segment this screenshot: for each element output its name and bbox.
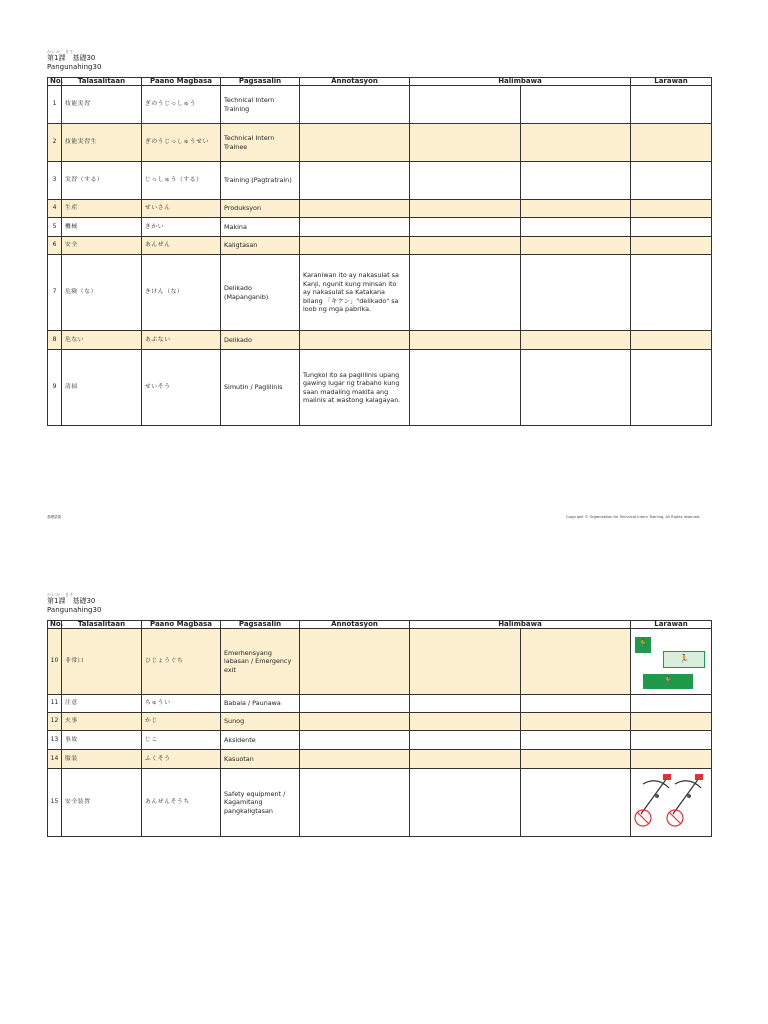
- row-image: [631, 713, 712, 731]
- vocab-table-2: [47, 620, 712, 837]
- row-image: [631, 331, 712, 350]
- row-word: 安全: [62, 237, 142, 255]
- page-2: [47, 592, 711, 837]
- row-example-a: [410, 162, 521, 200]
- row-translation: Safety equipment / Kagamitang pangkaligtasan: [221, 769, 300, 837]
- row-image: [631, 695, 712, 713]
- footer-copyright: Copyright © Organization for Technical Intern Training, All Rights reserved.: [566, 515, 701, 519]
- row-word: 技能実習: [62, 86, 142, 124]
- row-reading: ひじょうぐち: [142, 629, 221, 695]
- table-row: [48, 255, 712, 331]
- row-translation: Kaligtasan: [221, 237, 300, 255]
- col-header-no: No.: [48, 78, 62, 86]
- row-example-b: [521, 237, 631, 255]
- row-image: [631, 218, 712, 237]
- row-translation: Technical Intern Trainee: [221, 124, 300, 162]
- row-word: 事故: [62, 731, 142, 750]
- row-number: 9: [48, 350, 62, 426]
- row-reading: あぶない: [142, 331, 221, 350]
- row-number: 4: [48, 200, 62, 218]
- col-header-reading: Paano Magbasa: [142, 621, 221, 629]
- row-example-b: [521, 695, 631, 713]
- row-translation: Produksyon: [221, 200, 300, 218]
- col-header-image: Larawan: [631, 78, 712, 86]
- row-image: [631, 124, 712, 162]
- table-row: [48, 713, 712, 731]
- row-image: [631, 200, 712, 218]
- ruby-line: かいか きそ: [47, 592, 74, 597]
- col-header-reading: Paano Magbasa: [142, 78, 221, 86]
- row-annotation: [300, 237, 410, 255]
- row-word: 危険（な）: [62, 255, 142, 331]
- row-example-b: [521, 162, 631, 200]
- table-row: [48, 218, 712, 237]
- row-example-b: [521, 713, 631, 731]
- row-number: 5: [48, 218, 62, 237]
- ruby-line: かいか きそ: [47, 49, 74, 54]
- row-example-a: [410, 695, 521, 713]
- row-image: [631, 162, 712, 200]
- row-example-a: [410, 331, 521, 350]
- col-header-example: Halimbawa: [410, 78, 631, 86]
- row-number: 3: [48, 162, 62, 200]
- table-row: [48, 200, 712, 218]
- col-header-no: No.: [48, 621, 62, 629]
- row-number: 11: [48, 695, 62, 713]
- exit-sign-icon: 🏃: [635, 637, 651, 653]
- row-annotation: [300, 162, 410, 200]
- row-example-a: [410, 218, 521, 237]
- row-word: 清掃: [62, 350, 142, 426]
- row-number: 7: [48, 255, 62, 331]
- row-image: [631, 86, 712, 124]
- row-annotation: Karaniwan ito ay nakasulat sa Kanji, ngunit kung minsan ito ay nakasulat sa Katakana bilang 「キケン」"delikado" sa loob ng mga pabrika.: [300, 255, 410, 331]
- row-word: 服装: [62, 750, 142, 769]
- row-word: 火事: [62, 713, 142, 731]
- row-example-a: [410, 731, 521, 750]
- col-header-annotation: Annotasyon: [300, 78, 410, 86]
- row-word: 技能実習生: [62, 124, 142, 162]
- row-example-a: [410, 255, 521, 331]
- table-row: [48, 86, 712, 124]
- row-word: 生産: [62, 200, 142, 218]
- row-example-a: [410, 713, 521, 731]
- row-number: 15: [48, 769, 62, 837]
- row-word: 機械: [62, 218, 142, 237]
- row-reading: ちゅうい: [142, 695, 221, 713]
- row-translation: Technical Intern Training: [221, 86, 300, 124]
- col-header-example: Halimbawa: [410, 621, 631, 629]
- row-example-a: [410, 200, 521, 218]
- row-word: 安全装置: [62, 769, 142, 837]
- lesson-subtitle: Pangunahing30: [47, 606, 102, 614]
- row-reading: かじ: [142, 713, 221, 731]
- lesson-title: 第1課 基礎30: [47, 54, 96, 62]
- emergency-exit-image: [635, 633, 705, 691]
- row-example-a: [410, 237, 521, 255]
- row-annotation: [300, 695, 410, 713]
- footer-label: 基礎語彙: [47, 515, 61, 519]
- row-image: [631, 750, 712, 769]
- row-image: [631, 255, 712, 331]
- row-image: [631, 629, 712, 695]
- row-image: [631, 237, 712, 255]
- table-row: [48, 731, 712, 750]
- col-header-word: Talasalitaan: [62, 621, 142, 629]
- row-image: [631, 731, 712, 750]
- row-example-b: [521, 86, 631, 124]
- table-row: [48, 237, 712, 255]
- table-row: [48, 162, 712, 200]
- row-translation: Delikado (Mapanganib): [221, 255, 300, 331]
- row-example-b: [521, 218, 631, 237]
- row-example-a: [410, 124, 521, 162]
- row-annotation: [300, 331, 410, 350]
- table-row: [48, 350, 712, 426]
- row-translation: Simutin / Paglilinis: [221, 350, 300, 426]
- row-number: 14: [48, 750, 62, 769]
- table-row: [48, 769, 712, 837]
- vocab-table-1: [47, 77, 712, 426]
- table-row: [48, 695, 712, 713]
- row-example-b: [521, 350, 631, 426]
- row-annotation: [300, 731, 410, 750]
- col-header-translation: Pagsasalin: [221, 621, 300, 629]
- row-example-b: [521, 629, 631, 695]
- exit-sign-icon: 🏃: [663, 651, 705, 668]
- row-translation: Aksidente: [221, 731, 300, 750]
- row-annotation: [300, 124, 410, 162]
- table-header-row: [48, 621, 712, 629]
- row-word: 危ない: [62, 331, 142, 350]
- row-annotation: [300, 750, 410, 769]
- row-example-b: [521, 255, 631, 331]
- row-number: 2: [48, 124, 62, 162]
- row-annotation: [300, 713, 410, 731]
- row-reading: せいそう: [142, 350, 221, 426]
- row-translation: Emerhensyang labasan / Emergency exit: [221, 629, 300, 695]
- col-header-word: Talasalitaan: [62, 78, 142, 86]
- row-example-a: [410, 750, 521, 769]
- row-number: 10: [48, 629, 62, 695]
- row-example-b: [521, 124, 631, 162]
- col-header-translation: Pagsasalin: [221, 78, 300, 86]
- table-row: [48, 124, 712, 162]
- row-reading: きけん（な）: [142, 255, 221, 331]
- row-annotation: [300, 769, 410, 837]
- row-annotation: [300, 218, 410, 237]
- lesson-subtitle: Pangunahing30: [47, 63, 102, 71]
- row-number: 13: [48, 731, 62, 750]
- col-header-annotation: Annotasyon: [300, 621, 410, 629]
- row-example-a: [410, 350, 521, 426]
- row-example-b: [521, 750, 631, 769]
- row-reading: ふくそう: [142, 750, 221, 769]
- row-number: 8: [48, 331, 62, 350]
- row-reading: ぎのうじっしゅうせい: [142, 124, 221, 162]
- row-example-a: [410, 86, 521, 124]
- row-reading: あんぜん: [142, 237, 221, 255]
- row-example-b: [521, 769, 631, 837]
- row-translation: Sunog: [221, 713, 300, 731]
- row-number: 1: [48, 86, 62, 124]
- row-annotation: [300, 86, 410, 124]
- table-row: [48, 750, 712, 769]
- row-annotation: [300, 200, 410, 218]
- row-annotation: Tungkol ito sa paglilinis upang gawing lugar ng trabaho kung saan madaling makita ang malinis at wastong kalagayan.: [300, 350, 410, 426]
- row-word: 実習（する）: [62, 162, 142, 200]
- row-reading: じこ: [142, 731, 221, 750]
- row-translation: Babala / Paunawa: [221, 695, 300, 713]
- row-translation: Kasuotan: [221, 750, 300, 769]
- row-example-a: [410, 769, 521, 837]
- col-header-image: Larawan: [631, 621, 712, 629]
- brush-cutter-safety-icon: [633, 770, 709, 832]
- row-example-b: [521, 731, 631, 750]
- row-number: 6: [48, 237, 62, 255]
- row-annotation: [300, 629, 410, 695]
- row-reading: じっしゅう（する）: [142, 162, 221, 200]
- row-word: 非常口: [62, 629, 142, 695]
- row-image: [631, 769, 712, 837]
- row-reading: ぎのうじっしゅう: [142, 86, 221, 124]
- exit-sign-icon: 🏃: [643, 674, 693, 689]
- row-translation: Delikado: [221, 331, 300, 350]
- row-example-b: [521, 200, 631, 218]
- row-reading: あんぜんそうち: [142, 769, 221, 837]
- table-row: [48, 629, 712, 695]
- row-translation: Training (Pagtratrain): [221, 162, 300, 200]
- row-translation: Makina: [221, 218, 300, 237]
- row-reading: せいさん: [142, 200, 221, 218]
- row-number: 12: [48, 713, 62, 731]
- lesson-title: 第1課 基礎30: [47, 597, 96, 605]
- row-example-a: [410, 629, 521, 695]
- page-1: [47, 49, 711, 426]
- row-reading: きかい: [142, 218, 221, 237]
- row-word: 注意: [62, 695, 142, 713]
- table-row: [48, 331, 712, 350]
- table-header-row: [48, 78, 712, 86]
- row-example-b: [521, 331, 631, 350]
- row-image: [631, 350, 712, 426]
